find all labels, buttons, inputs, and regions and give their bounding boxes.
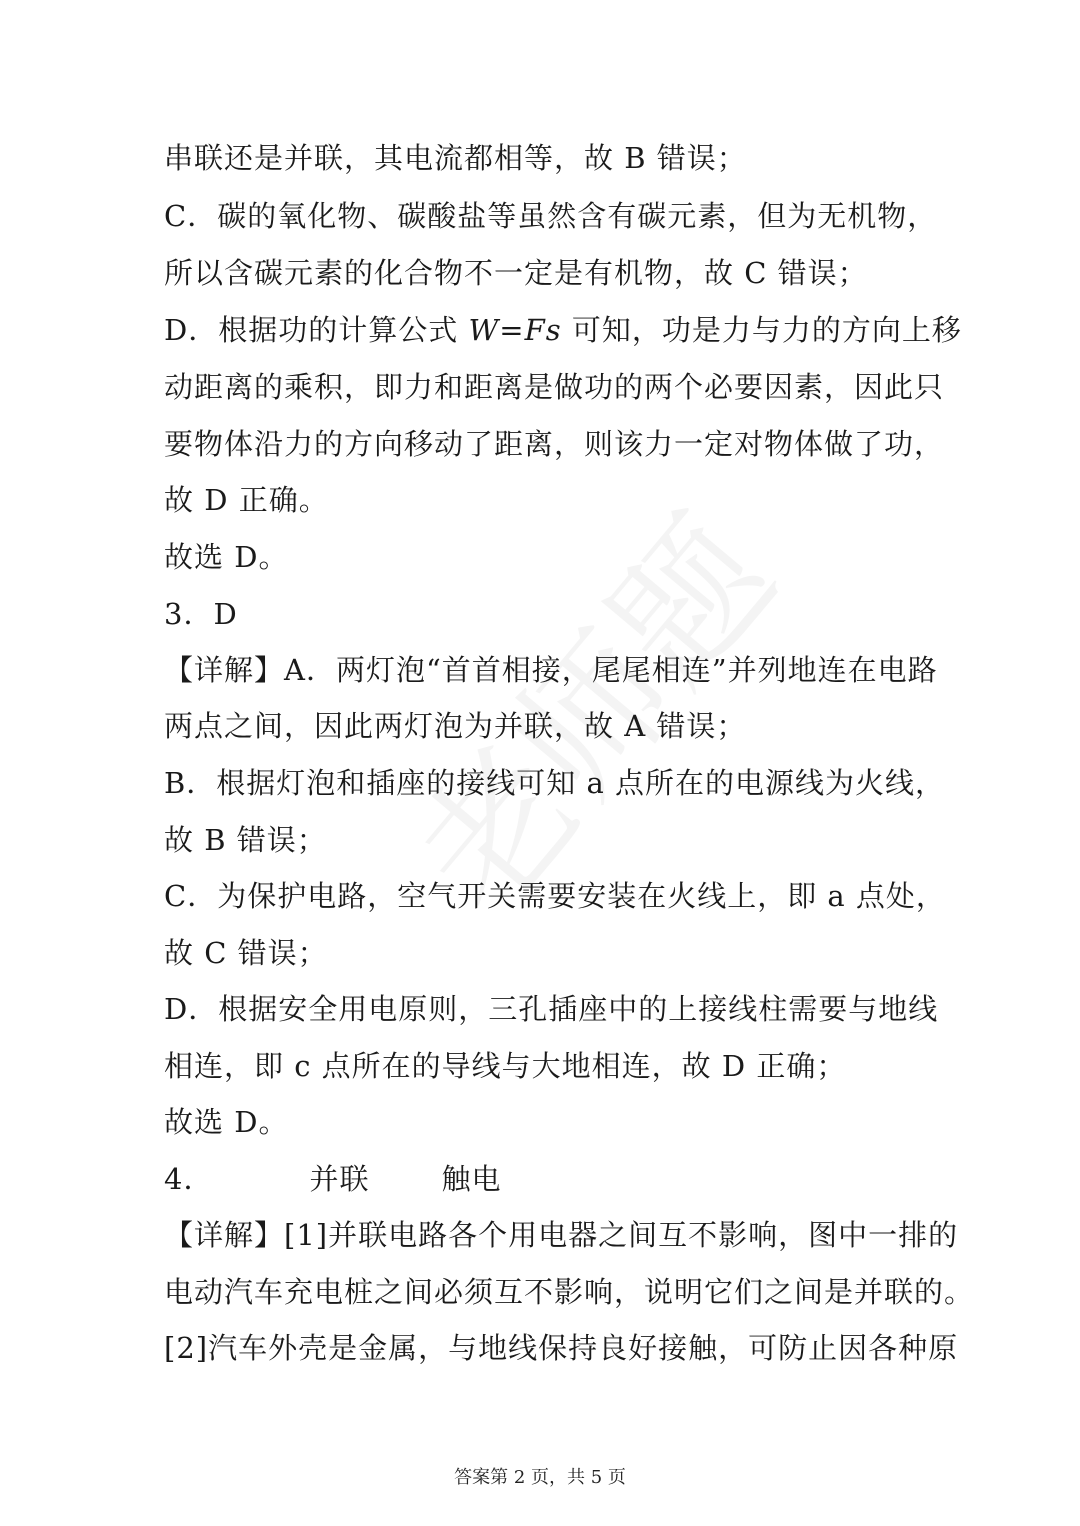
- text-line: C．碳的氧化物、碳酸盐等虽然含有碳元素，但为无机物，: [164, 199, 938, 233]
- text-line: 串联还是并联，其电流都相等，故 B 错误；: [164, 141, 747, 175]
- text-line: 要物体沿力的方向移动了距离，则该力一定对物体做了功，: [164, 427, 945, 461]
- text-line: 故选 D。: [164, 540, 289, 574]
- text-line: 故 C 错误；: [164, 936, 328, 970]
- text-line: 两点之间，因此两灯泡为并联，故 A 错误；: [164, 709, 747, 743]
- text-segment: 可知，功是力与力的方向上移: [561, 313, 962, 347]
- text-line: 【详解】A．两灯泡“首首相接，尾尾相连”并列地连在电路: [164, 653, 938, 687]
- text-line: 故 D 正确。: [164, 483, 329, 517]
- question-number: 4．: [164, 1162, 214, 1196]
- text-line: [2]汽车外壳是金属，与地线保持良好接触，可防止因各种原: [164, 1331, 959, 1365]
- text-line-formula: [164, 310, 962, 350]
- text-line: 故 B 错误；: [164, 823, 327, 857]
- text-line: 【详解】[1]并联电路各个用电器之间互不影响，图中一排的: [164, 1218, 959, 1252]
- text-line: C．为保护电路，空气开关需要安装在火线上，即 a 点处，: [164, 879, 946, 913]
- text-line: 电动汽车充电桩之间必须互不影响，说明它们之间是并联的。: [164, 1275, 975, 1309]
- text-line: 动距离的乘积，即力和距离是做功的两个必要因素，因此只: [164, 370, 945, 404]
- text-line: 所以含碳元素的化合物不一定是有机物，故 C 错误；: [164, 256, 868, 290]
- question-number: 3．D: [164, 597, 238, 631]
- text-segment: D．根据功的计算公式: [164, 313, 469, 347]
- page-footer: 答案第 2 页，共 5 页: [454, 1467, 626, 1488]
- answer-blank-1: 并联: [309, 1162, 370, 1196]
- text-line: 故选 D。: [164, 1105, 289, 1139]
- text-line: B．根据灯泡和插座的接线可知 a 点所在的电源线为火线，: [164, 766, 946, 800]
- text-line: 相连，即 c 点所在的导线与大地相连，故 D 正确；: [164, 1049, 847, 1083]
- text-line: D．根据安全用电原则，三孔插座中的上接线柱需要与地线: [164, 992, 939, 1026]
- answer-line: [164, 1159, 501, 1199]
- formula: W=Fs: [468, 313, 562, 347]
- answer-blank-2: 触电: [441, 1162, 502, 1196]
